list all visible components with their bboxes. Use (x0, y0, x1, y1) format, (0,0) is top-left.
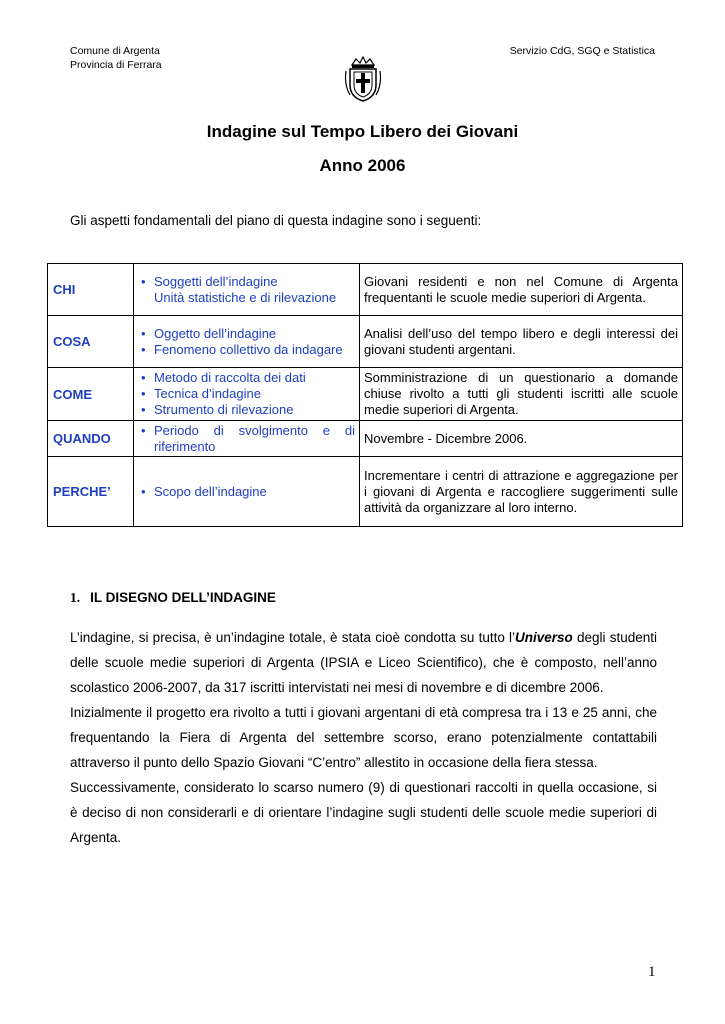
list-item: • Scopo dell’indagine (154, 484, 355, 500)
table-row (48, 264, 683, 316)
body-text (70, 625, 657, 850)
paragraph (70, 625, 657, 700)
paragraph-text: degli studenti delle scuole medie superiori di Argenta (IPSIA e Liceo Scientifico), che è composto, nell’anno scolastico 2006-2007, da 317 iscritti intervistati nei mesi di novembre e di dicembre 2006. (70, 630, 657, 695)
header-province: Provincia di Ferrara (70, 59, 162, 71)
list-item: • Oggetto dell’indagine (154, 326, 355, 342)
section-number: 1. (70, 590, 81, 605)
table-row (48, 316, 683, 368)
row-aspects (134, 316, 360, 368)
paragraph: Successivamente, considerato lo scarso numero (9) di questionari raccolti in quella occasione, si è deciso di non considerarli e di orientare l’indagine sugli studenti delle scuole medie superiori di Argenta. (70, 780, 657, 845)
row-key: COSA (48, 316, 134, 368)
list-item: • Soggetti dell’indagine (154, 274, 355, 290)
list-item: • Strumento di rilevazione (154, 402, 355, 418)
list-item: • Periodo di svolgimento e di riferimento (154, 423, 355, 455)
row-description: Somministrazione di un questionario a domande chiuse rivolto a tutti gli studenti iscritti alle scuole medie superiori di Argenta. (360, 368, 683, 421)
row-key: CHI (48, 264, 134, 316)
row-description: Giovani residenti e non nel Comune di Argenta frequentanti le scuole medie superiori di Argenta. (360, 264, 683, 316)
intro-text: Gli aspetti fondamentali del piano di questa indagine sono i seguenti: (70, 213, 482, 228)
row-aspects (134, 421, 360, 457)
emphasis-text: Universo (515, 630, 573, 645)
row-key: PERCHE’ (48, 457, 134, 527)
row-description: Analisi dell’uso del tempo libero e degli interessi dei giovani studenti argentani. (360, 316, 683, 368)
row-aspects (134, 264, 360, 316)
survey-plan-table (47, 263, 683, 527)
list-item: • Tecnica d’indagine (154, 386, 355, 402)
section-heading (70, 590, 276, 606)
list-item: Unità statistiche e di rilevazione (154, 289, 337, 305)
table-row (48, 457, 683, 527)
row-key: COME (48, 368, 134, 421)
row-key: QUANDO (48, 421, 134, 457)
row-description: Incrementare i centri di attrazione e aggregazione per i giovani di Argenta e raccogliere suggerimenti sulle attività da organizzare al loro interno. (360, 457, 683, 527)
paragraph: Inizialmente il progetto era rivolto a tutti i giovani argentani di età compresa tra i 13 e 25 anni, che frequentando la Fiera di Argenta del settembre scorso, erano potenzialmente contattabili attraverso il punto dello Spazio Giovani “C’entro” allestito in occasione della fiera stessa. (70, 705, 657, 770)
page-subtitle: Anno 2006 (319, 156, 406, 175)
list-item: • Fenomeno collettivo da indagare (154, 342, 355, 358)
section-title: IL DISEGNO DELL’INDAGINE (90, 590, 276, 605)
header-municipality: Comune di Argenta (70, 45, 160, 57)
row-description: Novembre - Dicembre 2006. (360, 421, 683, 457)
row-aspects (134, 457, 360, 527)
page-title: Indagine sul Tempo Libero dei Giovani (206, 122, 519, 141)
paragraph-text: L’indagine, si precisa, è un’indagine totale, è stata cioè condotta su tutto l’ (70, 630, 516, 645)
row-aspects (134, 368, 360, 421)
page-number: 1 (648, 964, 656, 980)
coat-of-arms-icon (344, 55, 382, 103)
list-item: • Metodo di raccolta dei dati (154, 370, 355, 386)
table-row (48, 421, 683, 457)
header-left (70, 44, 162, 72)
table-row (48, 368, 683, 421)
header-service: Servizio CdG, SGQ e Statistica (509, 45, 655, 57)
